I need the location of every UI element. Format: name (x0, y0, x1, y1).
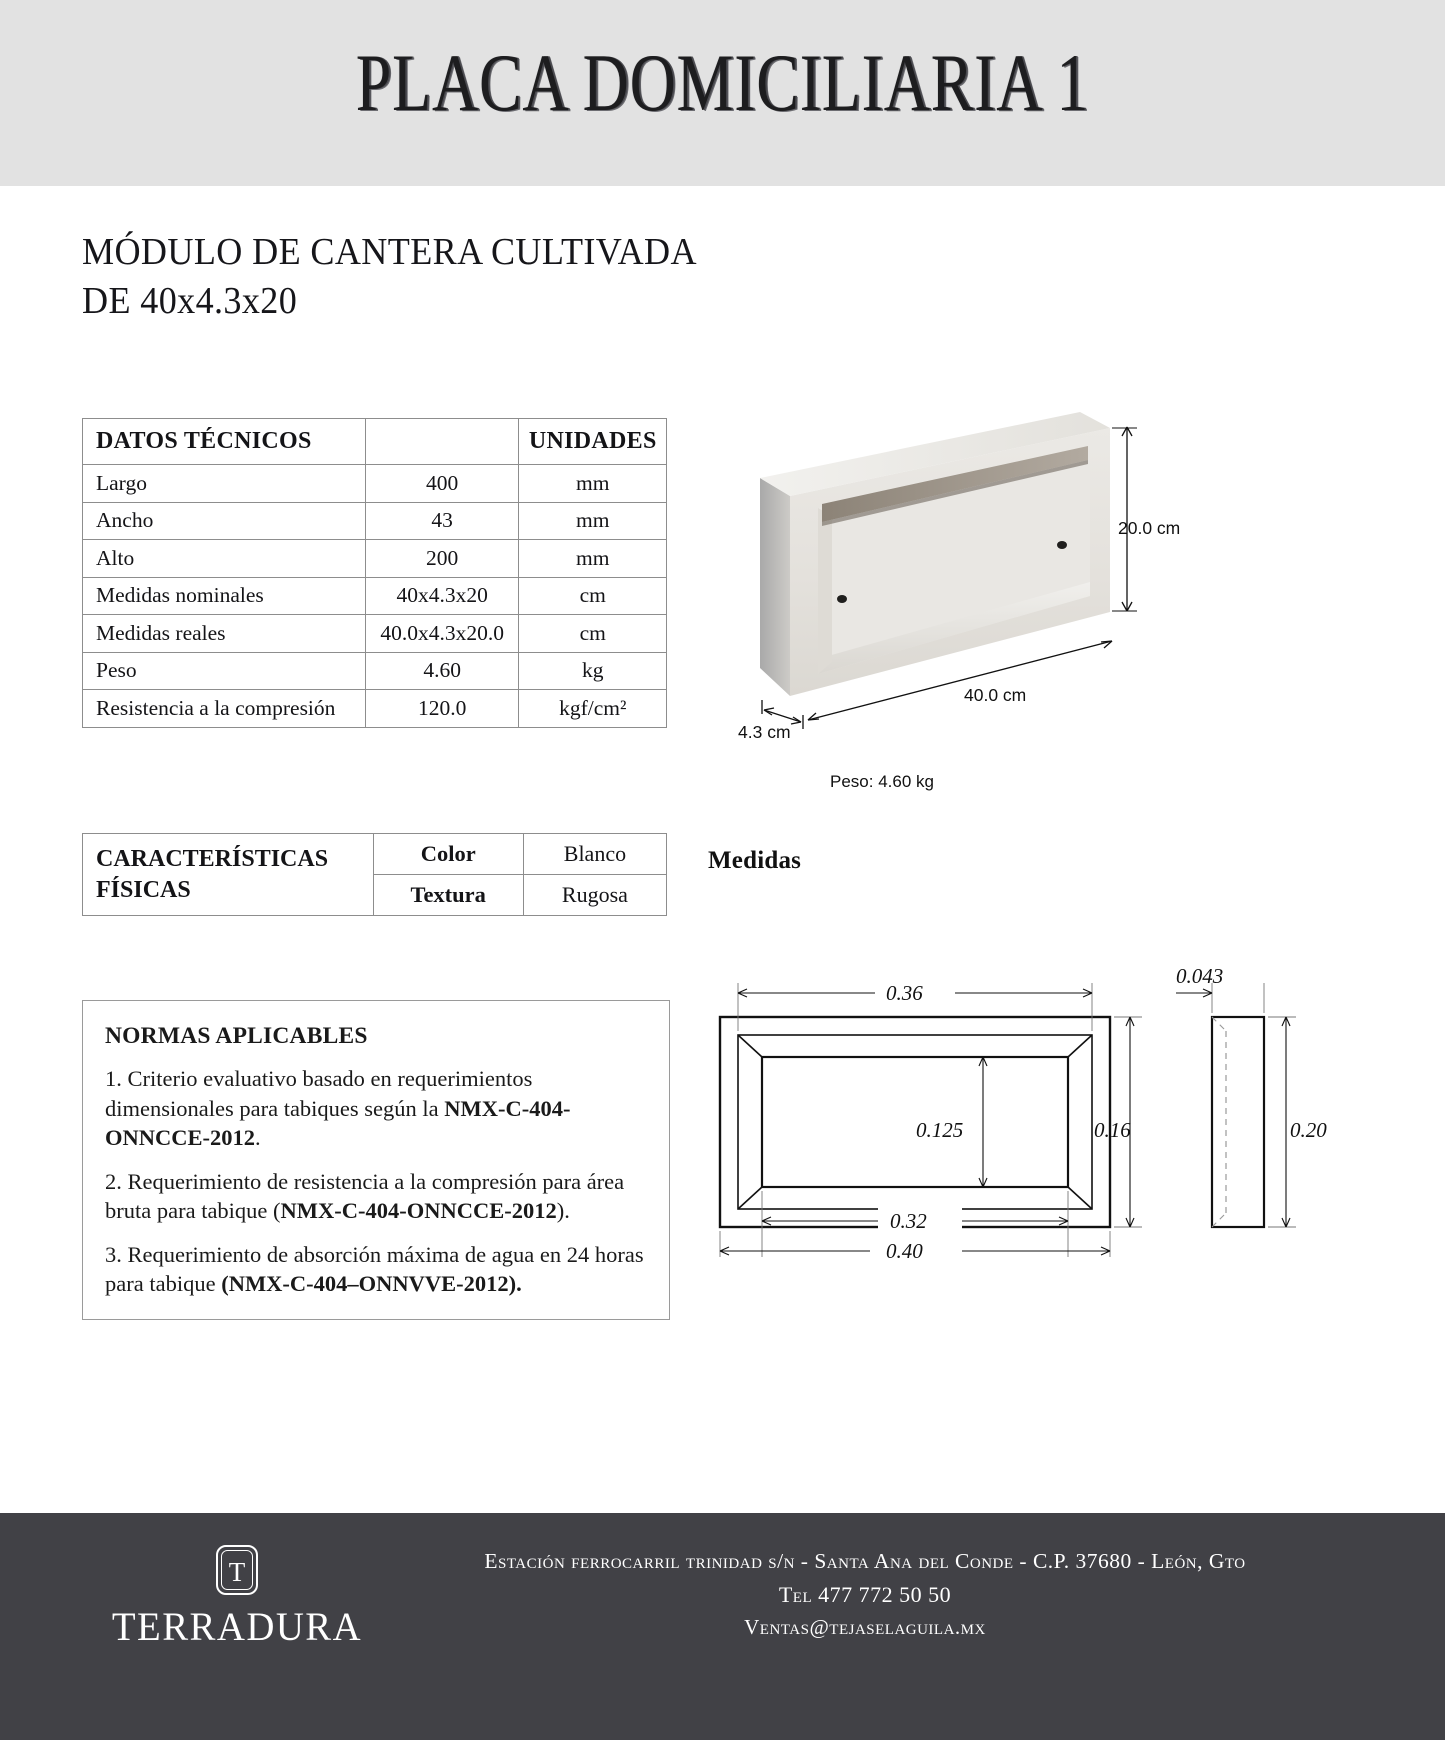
dimension-0-20 (1282, 1017, 1290, 1227)
row-unit: kgf/cm² (519, 690, 667, 728)
product-subtitle (82, 228, 697, 326)
row-label: Medidas reales (83, 615, 366, 653)
table-row (83, 652, 667, 690)
norms-item-1 (105, 1064, 647, 1153)
header-unidades: UNIDADES (519, 419, 667, 465)
subtitle-line-2: DE 40x4.3x20 (82, 280, 298, 322)
measurements-section-label: Medidas (708, 847, 802, 874)
row-unit: mm (519, 465, 667, 503)
norms-item-2-text: 2. Requerimiento de resistencia a la compresión para área bruta para tabique ( (105, 1168, 625, 1223)
row-value: 40x4.3x20 (365, 577, 519, 615)
row-value: 40.0x4.3x20.0 (365, 615, 519, 653)
drawing-label-0-125: 0.125 (916, 1118, 964, 1142)
table-row (83, 540, 667, 578)
dimension-label-height: 20.0 cm (1118, 518, 1181, 538)
row-label: Ancho (83, 502, 366, 540)
table-row (83, 615, 667, 653)
feature-label: Color (373, 834, 523, 875)
table-row (83, 502, 667, 540)
table-row (83, 465, 667, 503)
technical-drawing-svg (690, 965, 1330, 1285)
render-side-face (760, 478, 790, 696)
subtitle-line-1: MÓDULO DE CANTERA CULTIVADA (82, 231, 697, 273)
physical-features-table (82, 833, 667, 916)
technical-drawing (690, 965, 1330, 1285)
features-title-line-1: CARACTERÍSTICAS (96, 845, 329, 872)
row-label: Largo (83, 465, 366, 503)
monogram-letter: T (228, 1557, 246, 1587)
row-unit: cm (519, 615, 667, 653)
row-label: Medidas nominales (83, 577, 366, 615)
render-weight-note: Peso: 4.60 kg (830, 772, 934, 791)
drawing-label-0-40: 0.40 (886, 1239, 923, 1263)
norms-item-3-text: 3. Requerimiento de absorción máxima de agua en 24 horas para tabique (105, 1241, 644, 1296)
product-render-svg (700, 400, 1340, 820)
page-title: PLACA DOMICILIARIA 1 (355, 37, 1090, 128)
drawing-front-recess (762, 1057, 1068, 1187)
drawing-label-0-36: 0.36 (886, 981, 923, 1005)
table-row (83, 690, 667, 728)
norms-item-1-text: 1. Criterio evaluativo basado en requerimientos dimensionales para tabiques según la (105, 1066, 533, 1121)
render-screw-hole-right (1057, 541, 1067, 549)
row-unit: mm (519, 540, 667, 578)
render-bevel-left (818, 508, 832, 674)
norms-item-2-code: NMX-C-404-ONNCCE-2012 (280, 1198, 557, 1223)
table-row (83, 577, 667, 615)
row-unit: mm (519, 502, 667, 540)
render-screw-hole-left (837, 595, 847, 603)
dimension-label-length: 40.0 cm (964, 685, 1027, 705)
row-label: Peso (83, 652, 366, 690)
table-header-row (83, 419, 667, 465)
feature-value: Blanco (523, 834, 666, 875)
header-datos-tecnicos: DATOS TÉCNICOS (83, 419, 366, 465)
feature-label: Textura (373, 875, 523, 916)
norms-item-3 (105, 1240, 647, 1299)
norms-item-3-code: (NMX-C-404–ONNVVE-2012). (221, 1271, 522, 1296)
norms-item-2 (105, 1167, 647, 1226)
header-value-column (365, 419, 519, 465)
dimension-0-043 (1176, 989, 1212, 997)
norms-item-1-tail: . (255, 1125, 261, 1150)
drawing-label-0-043: 0.043 (1176, 965, 1224, 988)
page-footer (0, 1513, 1445, 1740)
row-value: 43 (365, 502, 519, 540)
technical-data-table (82, 418, 667, 728)
product-render (700, 400, 1340, 820)
drawing-label-0-20: 0.20 (1290, 1118, 1327, 1142)
company-name: TERRADURA (111, 1604, 363, 1649)
table-row (83, 834, 667, 875)
row-unit: kg (519, 652, 667, 690)
row-unit: cm (519, 577, 667, 615)
footer-phone: Tel 477 772 50 50 (778, 1582, 952, 1607)
features-title-line-2: FÍSICAS (96, 876, 191, 903)
footer-email: Ventas@tejaselaguila.mx (744, 1615, 986, 1639)
drawing-side-outline (1212, 1017, 1264, 1227)
applicable-norms-box (82, 1000, 670, 1320)
dimension-label-depth: 4.3 cm (738, 722, 791, 742)
footer-address: Estación ferrocarril trinidad s/n - Santa Ana del Conde - C.P. 37680 - León, Gto (484, 1549, 1246, 1573)
company-logo (92, 1543, 382, 1650)
row-label: Resistencia a la compresión (83, 690, 366, 728)
norms-item-2-tail: ). (556, 1198, 570, 1223)
row-value: 400 (365, 465, 519, 503)
drawing-front-inner (738, 1035, 1092, 1209)
drawing-front-outline (720, 1017, 1110, 1227)
monogram-svg (208, 1543, 266, 1601)
row-value: 4.60 (365, 652, 519, 690)
norms-item-1-code: NMX-C-404-ONNCCE-2012 (105, 1095, 571, 1150)
row-label: Alto (83, 540, 366, 578)
drawing-label-0-16: 0.16 (1094, 1118, 1131, 1142)
drawing-label-0-32: 0.32 (890, 1209, 927, 1233)
terradura-monogram-icon (208, 1543, 266, 1601)
footer-contact-info (370, 1545, 1360, 1644)
norms-heading: NORMAS APLICABLES (105, 1023, 368, 1049)
row-value: 200 (365, 540, 519, 578)
features-title (83, 834, 374, 916)
dimension-0-125 (979, 1057, 987, 1187)
feature-value: Rugosa (523, 875, 666, 916)
row-value: 120.0 (365, 690, 519, 728)
